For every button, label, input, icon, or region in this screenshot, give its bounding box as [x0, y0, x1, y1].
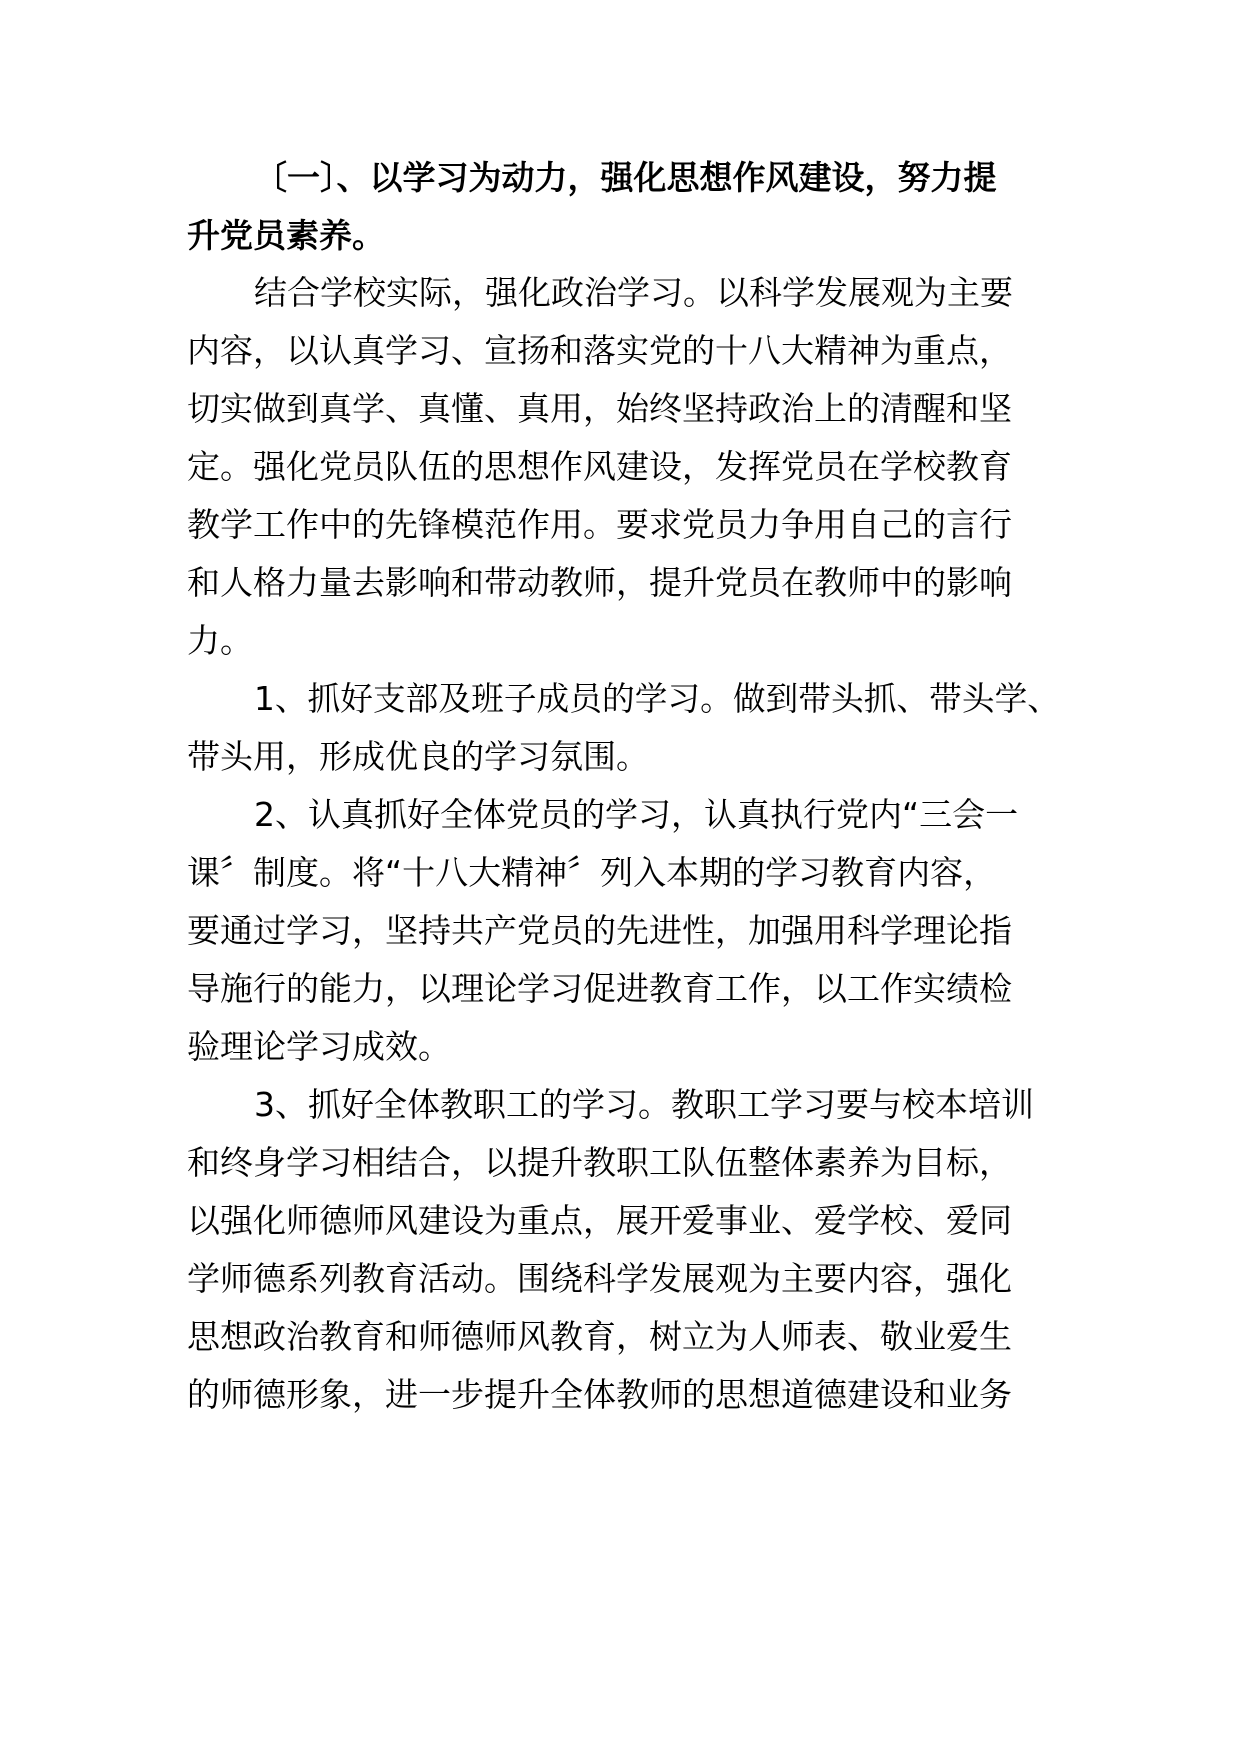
paragraph-4-line-1: 3、抓好全体教职工的学习。教职工学习要与校本培训: [254, 1085, 1034, 1124]
paragraph-3-line-3: 要通过学习，坚持共产党员的先进性，加强用科学理论指: [187, 911, 1012, 950]
paragraph-4-line-5: 思想政治教育和师德师风教育，树立为人师表、敬业爱生: [187, 1317, 1012, 1356]
paragraph-4-line-4: 学师德系列教育活动。围绕科学发展观为主要内容，强化: [187, 1259, 1012, 1298]
paragraph-1-line-2: 内容，以认真学习、宣扬和落实党的十八大精神为重点，: [187, 331, 1012, 370]
paragraph-2-line-2: 带头用，形成优良的学习氛围。: [187, 737, 649, 776]
paragraph-1-line-5: 教学工作中的先锋模范作用。要求党员力争用自己的言行: [187, 505, 1012, 544]
paragraph-3-line-4: 导施行的能力，以理论学习促进教育工作，以工作实绩检: [187, 969, 1012, 1008]
section-heading-line-1: 〔一〕、以学习为动力，强化思想作风建设，努力提: [254, 158, 997, 197]
paragraph-3-line-1: 2、认真抓好全体党员的学习，认真执行党内“三会一: [254, 795, 1019, 834]
paragraph-4-line-2: 和终身学习相结合，以提升教职工队伍整体素养为目标，: [187, 1143, 1012, 1182]
section-heading-line-2: 升党员素养。: [187, 216, 385, 255]
paragraph-1-line-1: 结合学校实际，强化政治学习。以科学发展观为主要: [254, 273, 1013, 312]
paragraph-1-line-3: 切实做到真学、真懂、真用，始终坚持政治上的清醒和坚: [187, 389, 1012, 428]
paragraph-1-line-4: 定。强化党员队伍的思想作风建设，发挥党员在学校教育: [187, 447, 1012, 486]
paragraph-2-line-1: 1、抓好支部及班子成员的学习。做到带头抓、带头学、: [254, 679, 1061, 718]
paragraph-4-line-6: 的师德形象，进一步提升全体教师的思想道德建设和业务: [187, 1375, 1012, 1414]
paragraph-4-line-3: 以强化师德师风建设为重点，展开爱事业、爱学校、爱同: [187, 1201, 1012, 1240]
paragraph-3-line-5: 验理论学习成效。: [187, 1027, 451, 1066]
paragraph-1-line-6: 和人格力量去影响和带动教师，提升党员在教师中的影响: [187, 563, 1012, 602]
paragraph-3-line-2: 课〞制度。将“十八大精神〞列入本期的学习教育内容，: [187, 853, 997, 892]
paragraph-1-line-7: 力。: [187, 621, 253, 660]
